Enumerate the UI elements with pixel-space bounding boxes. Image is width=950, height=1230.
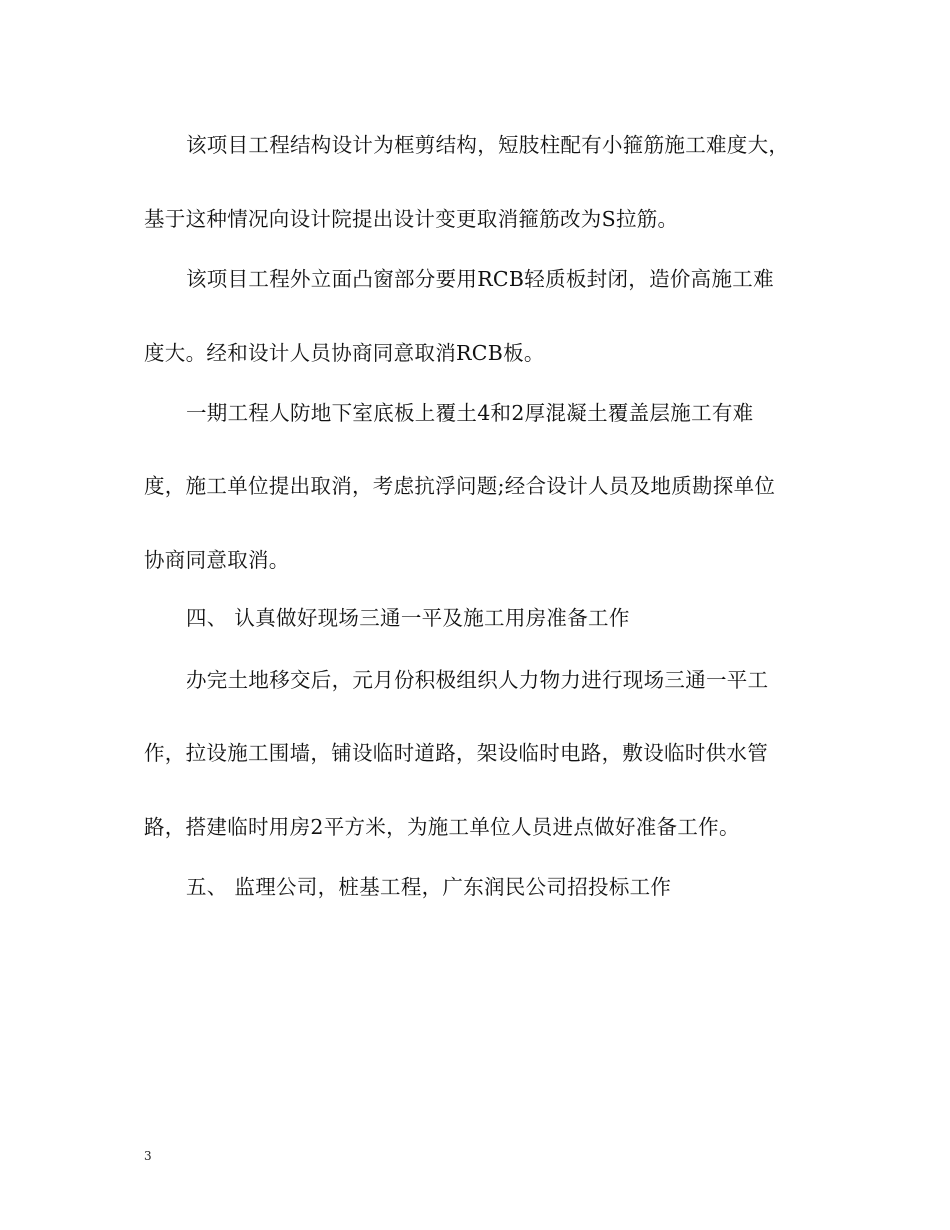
paragraph-line: 基于这种情况向设计院提出设计变更取消箍筋改为S拉筋。 xyxy=(144,207,679,231)
paragraph-line: 办完土地移交后，元月份积极组织人力物力进行现场三通一平工 xyxy=(186,668,769,692)
section-heading: 四、 认真做好现场三通一平及施工用房准备工作 xyxy=(186,606,630,630)
paragraph-line: 作，拉设施工围墙，铺设临时道路，架设临时电路，敷设临时供水管 xyxy=(144,741,768,765)
paragraph-line: 路，搭建临时用房2平方米，为施工单位人员进点做好准备工作。 xyxy=(144,815,740,839)
paragraph-line: 度大。经和设计人员协商同意取消RCB板。 xyxy=(144,341,545,365)
paragraph-line: 该项目工程结构设计为框剪结构，短肢柱配有小箍筋施工难度大， xyxy=(186,133,790,157)
section-heading: 五、 监理公司，桩基工程，广东润民公司招投标工作 xyxy=(186,875,672,899)
paragraph-line: 协商同意取消。 xyxy=(144,548,290,572)
paragraph-line: 度，施工单位提出取消，考虑抗浮问题;经合设计人员及地质勘探单位 xyxy=(144,474,776,498)
paragraph-line: 该项目工程外立面凸窗部分要用RCB轻质板封闭，造价高施工难 xyxy=(186,267,774,291)
page-number: 3 xyxy=(144,1149,152,1163)
paragraph-line: 一期工程人防地下室底板上覆土4和2厚混凝土覆盖层施工有难 xyxy=(186,401,754,425)
